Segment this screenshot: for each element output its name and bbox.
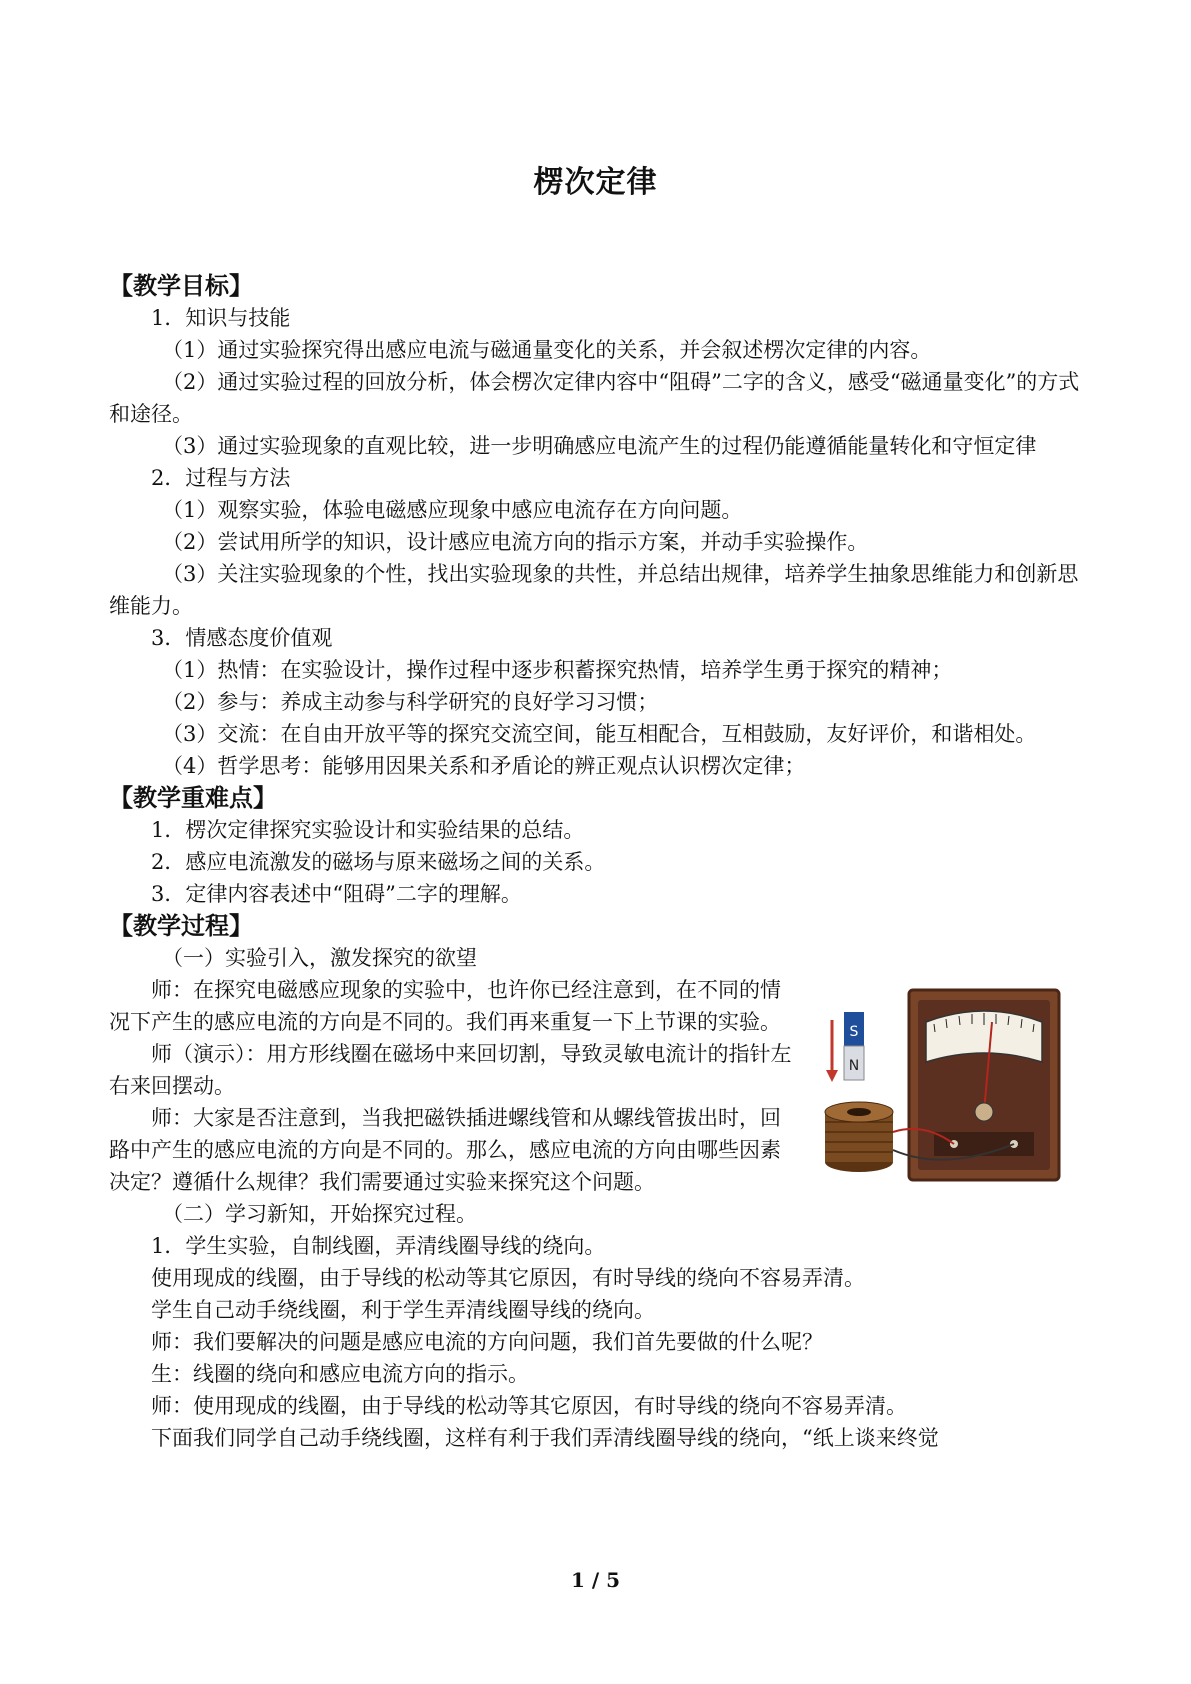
paragraph: 2．感应电流激发的磁场与原来磁场之间的关系。: [151, 850, 606, 874]
section-heading: 【教学重难点】: [109, 784, 277, 812]
section-heading: 【教学过程】: [109, 912, 253, 940]
paragraph: （3）关注实验现象的个性，找出实验现象的共性，并总结出规律，培养学生抽象思维能力和创新思维能力。: [109, 562, 1079, 618]
paragraph: 3．情感态度价值观: [151, 626, 333, 650]
paragraph: 下面我们同学自己动手绕线圈，这样有利于我们弄清线圈导线的绕向，“纸上谈来终觉: [151, 1426, 939, 1450]
paragraph: （一）实验引入，激发探究的欲望: [162, 946, 477, 970]
document-body: [109, 270, 1084, 1454]
paragraph: （1）观察实验，体验电磁感应现象中感应电流存在方向问题。: [162, 498, 743, 522]
paragraph: （2）尝试用所学的知识，设计感应电流方向的指示方案，并动手实验操作。: [162, 530, 869, 554]
document-title: 楞次定律: [533, 165, 658, 200]
page-number: 1 / 5: [570, 1568, 621, 1592]
paragraph: 生：线圈的绕向和感应电流方向的指示。: [151, 1362, 529, 1386]
galvanometer-base-panel: [934, 1132, 1034, 1156]
galvanometer-experiment-image: [814, 982, 1084, 1192]
paragraph: （1）通过实验探究得出感应电流与磁通量变化的关系，并会叙述楞次定律的内容。: [162, 338, 932, 362]
paragraph: （二）学习新知，开始探究过程。: [162, 1202, 477, 1226]
paragraph: 师（演示）：用方形线圈在磁场中来回切割，导致灵敏电流计的指针左右来回摆动。: [109, 1042, 792, 1098]
paragraph: 3．定律内容表述中“阻碍”二字的理解。: [151, 882, 522, 906]
paragraph: 学生自己动手绕线圈，利于学生弄清线圈导线的绕向。: [151, 1298, 655, 1322]
paragraph: （3）通过实验现象的直观比较，进一步明确感应电流产生的过程仍能遵循能量转化和守恒定律: [162, 434, 1037, 458]
paragraph: 师：使用现成的线圈，由于导线的松动等其它原因，有时导线的绕向不容易弄清。: [151, 1394, 907, 1418]
paragraph: 师：大家是否注意到，当我把磁铁插进螺线管和从螺线管拔出时，回路中产生的感应电流的方向是不同的。那么，感应电流的方向由哪些因素决定？遵循什么规律？我们需要通过实验来探究这个问题。: [109, 1106, 781, 1194]
paragraph: （1）热情：在实验设计，操作过程中逐步积蓄探究热情，培养学生勇于探究的精神；: [162, 658, 953, 682]
paragraph: 使用现成的线圈，由于导线的松动等其它原因，有时导线的绕向不容易弄清。: [151, 1266, 865, 1290]
magnet-n-label: N: [848, 1058, 860, 1074]
paragraph: 师：我们要解决的问题是感应电流的方向问题，我们首先要做的什么呢？: [151, 1330, 823, 1354]
paragraph: （3）交流：在自由开放平等的探究交流空间，能互相配合，互相鼓励，友好评价，和谐相处。: [162, 722, 1037, 746]
paragraph: （4）哲学思考：能够用因果关系和矛盾论的辨正观点认识楞次定律；: [162, 754, 806, 778]
paragraph: （2）参与：养成主动参与科学研究的良好学习习惯；: [162, 690, 659, 714]
section-heading: 【教学目标】: [109, 272, 253, 300]
paragraph: 1．楞次定律探究实验设计和实验结果的总结。: [151, 818, 585, 842]
paragraph: （2）通过实验过程的回放分析，体会楞次定律内容中“阻碍”二字的含义，感受“磁通量变化”的方式和途径。: [109, 370, 1080, 426]
paragraph: 师：在探究电磁感应现象的实验中，也许你已经注意到，在不同的情况下产生的感应电流的方向是不同的。我们再来重复一下上节课的实验。: [109, 978, 781, 1034]
magnet-s-label: S: [849, 1024, 859, 1040]
needle-pivot: [975, 1103, 993, 1121]
paragraph: 1．学生实验，自制线圈，弄清线圈导线的绕向。: [151, 1234, 606, 1258]
paragraph: 2．过程与方法: [151, 466, 291, 490]
paragraph: 1．知识与技能: [151, 306, 291, 330]
